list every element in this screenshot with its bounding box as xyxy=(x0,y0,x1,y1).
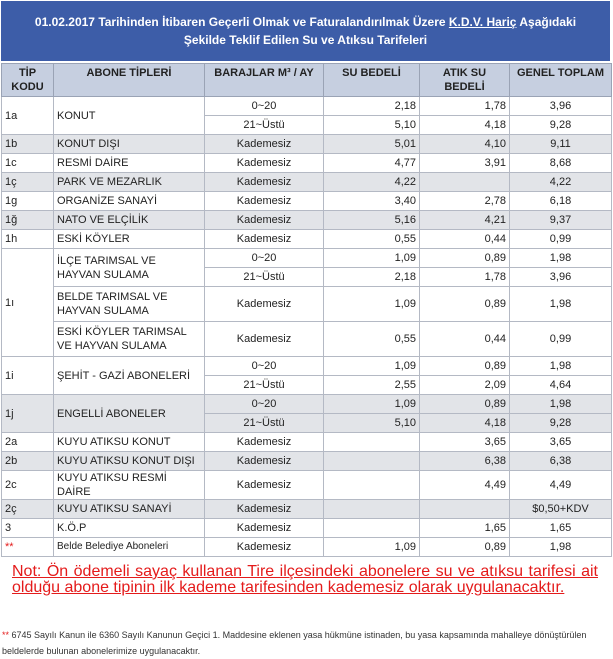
prepaid-meter-note: Not: Ön ödemeli sayaç kullanan Tire ilçesindeki abonelere su ve atıksu tarifesi ait olduğu abone tipinin ilk kademe tarifesinden kademesiz olarak uygulanacaktır. xyxy=(12,563,598,596)
cell-water xyxy=(324,500,420,519)
cell-total: 4,49 xyxy=(510,471,612,500)
cell-name: İLÇE TARIMSAL VE HAYVAN SULAMA xyxy=(54,249,205,287)
cell-total: 1,98 xyxy=(510,538,612,557)
cell-waste xyxy=(420,173,510,192)
cell-waste: 4,49 xyxy=(420,471,510,500)
cell-waste: 0,89 xyxy=(420,395,510,414)
cell-name: KONUT DIŞI xyxy=(54,135,205,154)
cell-total: 0,99 xyxy=(510,322,612,357)
table-row xyxy=(2,211,612,230)
title-line1-post: Aşağıdaki xyxy=(516,15,577,29)
cell-code: 2b xyxy=(2,452,54,471)
cell-water: 1,09 xyxy=(324,395,420,414)
cell-code: 3 xyxy=(2,519,54,538)
table-row xyxy=(2,395,612,414)
cell-code: 1ç xyxy=(2,173,54,192)
cell-name: KUYU ATIKSU KONUT xyxy=(54,433,205,452)
cell-dam: Kademesiz xyxy=(205,211,324,230)
cell-dam: 21~Üstü xyxy=(205,268,324,287)
cell-waste: 0,89 xyxy=(420,357,510,376)
cell-dam: Kademesiz xyxy=(205,135,324,154)
table-row xyxy=(2,519,612,538)
cell-name: KUYU ATIKSU SANAYİ xyxy=(54,500,205,519)
cell-code: 1ğ xyxy=(2,211,54,230)
cell-dam: Kademesiz xyxy=(205,452,324,471)
cell-water: 1,09 xyxy=(324,538,420,557)
cell-code: 2ç xyxy=(2,500,54,519)
title-line1-pre: 01.02.2017 Tarihinden İtibaren Geçerli Olmak ve Faturalandırılmak Üzere xyxy=(34,15,449,29)
cell-total: 9,37 xyxy=(510,211,612,230)
cell-waste: 2,78 xyxy=(420,192,510,211)
cell-total: 8,68 xyxy=(510,154,612,173)
cell-waste: 0,44 xyxy=(420,230,510,249)
cell-code: 1j xyxy=(2,395,54,433)
cell-dam: Kademesiz xyxy=(205,519,324,538)
cell-dam: 0~20 xyxy=(205,97,324,116)
cell-waste: 1,78 xyxy=(420,97,510,116)
cell-water: 4,77 xyxy=(324,154,420,173)
cell-dam: Kademesiz xyxy=(205,471,324,500)
cell-total: 1,98 xyxy=(510,357,612,376)
cell-dam: 0~20 xyxy=(205,249,324,268)
cell-dam: 21~Üstü xyxy=(205,414,324,433)
cell-code: 1b xyxy=(2,135,54,154)
title-line2: Şekilde Teklif Edilen Su ve Atıksu Tarifeleri xyxy=(183,33,428,47)
cell-waste: 1,78 xyxy=(420,268,510,287)
cell-code: 1g xyxy=(2,192,54,211)
cell-total: 9,28 xyxy=(510,414,612,433)
cell-waste: 0,44 xyxy=(420,322,510,357)
cell-waste: 3,91 xyxy=(420,154,510,173)
cell-total: 0,99 xyxy=(510,230,612,249)
cell-dam: Kademesiz xyxy=(205,192,324,211)
cell-name: ORGANİZE SANAYİ xyxy=(54,192,205,211)
table-row xyxy=(2,192,612,211)
cell-water: 5,01 xyxy=(324,135,420,154)
cell-name: ŞEHİT - GAZİ ABONELERİ xyxy=(54,357,205,395)
cell-dam: 21~Üstü xyxy=(205,376,324,395)
table-row xyxy=(2,500,612,519)
table-row xyxy=(2,471,612,500)
cell-waste: 4,21 xyxy=(420,211,510,230)
table-row xyxy=(2,230,612,249)
cell-code: 2a xyxy=(2,433,54,452)
table-row xyxy=(2,452,612,471)
cell-waste: 0,89 xyxy=(420,538,510,557)
cell-total: 3,96 xyxy=(510,97,612,116)
cell-code: 1c xyxy=(2,154,54,173)
footnote-marker: ** xyxy=(2,630,10,640)
table-row xyxy=(2,322,612,357)
cell-name: ESKİ KÖYLER xyxy=(54,230,205,249)
cell-waste: 6,38 xyxy=(420,452,510,471)
cell-code: 2c xyxy=(2,471,54,500)
cell-waste: 2,09 xyxy=(420,376,510,395)
cell-code: 1a xyxy=(2,97,54,135)
table-row xyxy=(2,538,612,557)
table-title xyxy=(1,1,610,61)
cell-waste: 4,18 xyxy=(420,116,510,135)
cell-waste: 4,10 xyxy=(420,135,510,154)
cell-dam: Kademesiz xyxy=(205,287,324,322)
cell-name: PARK VE MEZARLIK xyxy=(54,173,205,192)
cell-dam: Kademesiz xyxy=(205,433,324,452)
cell-water: 5,10 xyxy=(324,414,420,433)
cell-name: NATO VE ELÇİLİK xyxy=(54,211,205,230)
cell-total: 1,98 xyxy=(510,395,612,414)
cell-name: BELDE TARIMSAL VE HAYVAN SULAMA xyxy=(54,287,205,322)
cell-code: 1i xyxy=(2,357,54,395)
cell-waste: 1,65 xyxy=(420,519,510,538)
cell-total: 9,11 xyxy=(510,135,612,154)
cell-water xyxy=(324,452,420,471)
cell-dam: Kademesiz xyxy=(205,173,324,192)
header-total: GENEL TOPLAM xyxy=(510,64,612,97)
cell-dam: Kademesiz xyxy=(205,538,324,557)
cell-water xyxy=(324,471,420,500)
table-row xyxy=(2,135,612,154)
cell-water: 2,18 xyxy=(324,268,420,287)
cell-water: 2,18 xyxy=(324,97,420,116)
cell-waste: 0,89 xyxy=(420,287,510,322)
cell-water: 1,09 xyxy=(324,287,420,322)
cell-code: ** xyxy=(2,538,54,557)
cell-dam: Kademesiz xyxy=(205,230,324,249)
cell-total: 3,96 xyxy=(510,268,612,287)
cell-water: 5,10 xyxy=(324,116,420,135)
cell-name: KONUT xyxy=(54,97,205,135)
tariff-table xyxy=(1,63,612,557)
cell-dam: Kademesiz xyxy=(205,500,324,519)
cell-total: 4,22 xyxy=(510,173,612,192)
cell-waste xyxy=(420,500,510,519)
cell-total: 1,98 xyxy=(510,249,612,268)
cell-code: 1h xyxy=(2,230,54,249)
cell-total: $0,50+KDV xyxy=(510,500,612,519)
table-row xyxy=(2,287,612,322)
cell-dam: 0~20 xyxy=(205,357,324,376)
cell-name: Belde Belediye Aboneleri xyxy=(54,538,205,557)
cell-name: RESMİ DAİRE xyxy=(54,154,205,173)
cell-water xyxy=(324,433,420,452)
cell-water: 1,09 xyxy=(324,249,420,268)
cell-water: 0,55 xyxy=(324,230,420,249)
cell-name: KUYU ATIKSU RESMİ DAİRE xyxy=(54,471,205,500)
cell-water: 2,55 xyxy=(324,376,420,395)
cell-dam: Kademesiz xyxy=(205,154,324,173)
cell-water: 3,40 xyxy=(324,192,420,211)
cell-total: 4,64 xyxy=(510,376,612,395)
cell-water: 0,55 xyxy=(324,322,420,357)
cell-water: 1,09 xyxy=(324,357,420,376)
cell-total: 6,38 xyxy=(510,452,612,471)
table-row xyxy=(2,249,612,268)
cell-water: 5,16 xyxy=(324,211,420,230)
cell-waste: 0,89 xyxy=(420,249,510,268)
cell-total: 1,98 xyxy=(510,287,612,322)
table-header-row xyxy=(2,64,612,97)
cell-name: ENGELLİ ABONELER xyxy=(54,395,205,433)
cell-name: ESKİ KÖYLER TARIMSAL VE HAYVAN SULAMA xyxy=(54,322,205,357)
cell-dam: 21~Üstü xyxy=(205,116,324,135)
cell-waste: 3,65 xyxy=(420,433,510,452)
cell-dam: 0~20 xyxy=(205,395,324,414)
header-water: SU BEDELİ xyxy=(324,64,420,97)
cell-total: 1,65 xyxy=(510,519,612,538)
cell-dam: Kademesiz xyxy=(205,322,324,357)
footnote-text: 6745 Sayılı Kanun ile 6360 Sayılı Kanunun Geçici 1. Maddesine eklenen yasa hükmüne istinaden, bu yasa kapsamında mahalleye dönüştürülen beldelerde bulunan abonelerimize uygulanacaktır. xyxy=(2,630,587,656)
cell-total: 6,18 xyxy=(510,192,612,211)
cell-name: K.Ö.P xyxy=(54,519,205,538)
cell-total: 3,65 xyxy=(510,433,612,452)
cell-code: 1ı xyxy=(2,249,54,357)
table-row xyxy=(2,173,612,192)
footnote xyxy=(2,627,610,659)
cell-water: 4,22 xyxy=(324,173,420,192)
table-row xyxy=(2,433,612,452)
cell-water xyxy=(324,519,420,538)
header-waste: ATIK SU BEDELİ xyxy=(420,64,510,97)
cell-total: 9,28 xyxy=(510,116,612,135)
header-dams: BARAJLAR M³ / AY xyxy=(205,64,324,97)
title-kdv: K.D.V. Hariç xyxy=(448,15,517,29)
table-row xyxy=(2,97,612,116)
cell-waste: 4,18 xyxy=(420,414,510,433)
table-row xyxy=(2,357,612,376)
header-code: TİP KODU xyxy=(2,64,54,97)
table-row xyxy=(2,154,612,173)
header-type: ABONE TİPLERİ xyxy=(54,64,205,97)
cell-name: KUYU ATIKSU KONUT DIŞI xyxy=(54,452,205,471)
